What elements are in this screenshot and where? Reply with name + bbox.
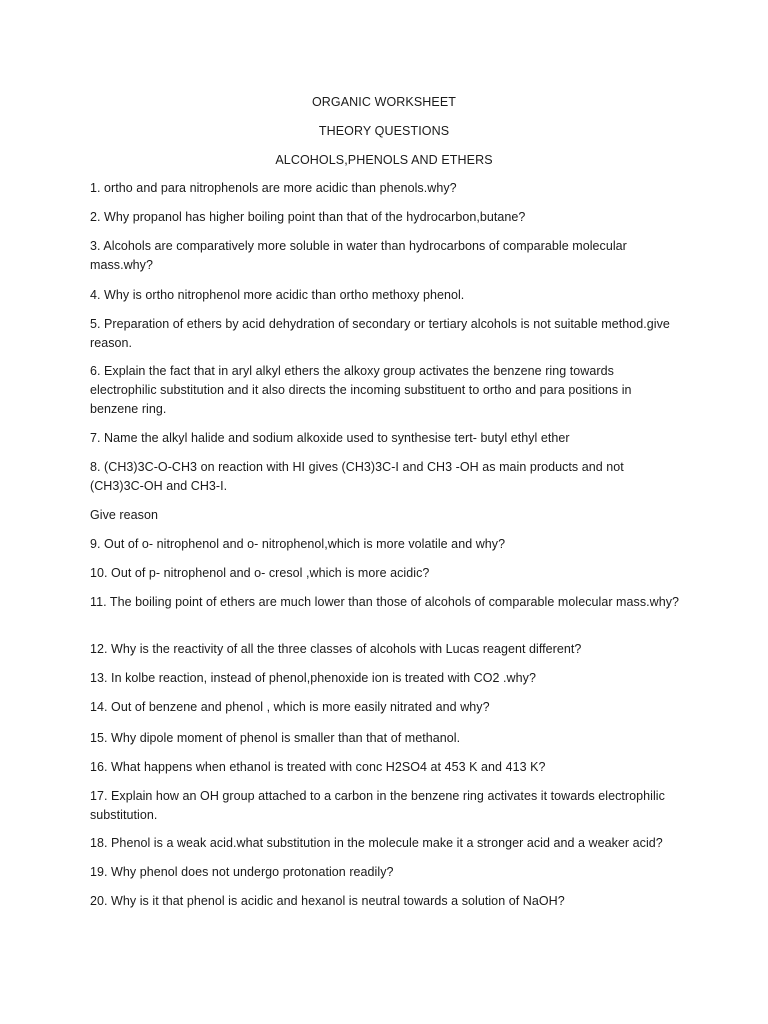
question-8: 8. (CH3)3C-O-CH3 on reaction with HI gives (CH3)3C-I and CH3 -OH as main products and not (CH3)3C-OH and CH3-I. <box>90 460 624 493</box>
question-12: 12. Why is the reactivity of all the three classes of alcohols with Lucas reagent different? <box>90 642 582 656</box>
question-19: 19. Why phenol does not undergo protonation readily? <box>90 865 394 879</box>
question-4: 4. Why is ortho nitrophenol more acidic than ortho methoxy phenol. <box>90 288 465 302</box>
worksheet-topic: ALCOHOLS,PHENOLS AND ETHERS <box>275 153 493 167</box>
question-14: 14. Out of benzene and phenol , which is more easily nitrated and why? <box>90 700 490 714</box>
question-3: 3. Alcohols are comparatively more soluble in water than hydrocarbons of comparable molecular mass.why? <box>90 239 627 272</box>
question-7: 7. Name the alkyl halide and sodium alkoxide used to synthesise tert- butyl ethyl ether <box>90 431 570 445</box>
question-9: 9. Out of o- nitrophenol and o- nitrophenol,which is more volatile and why? <box>90 537 506 551</box>
worksheet-title: ORGANIC WORKSHEET <box>311 95 457 109</box>
question-6: 6. Explain the fact that in aryl alkyl ethers the alkoxy group activates the benzene ring towards electrophilic substitution and it also directs the incoming substituent to ortho and para positions in benzene ring. <box>90 364 632 416</box>
question-8-give-reason: Give reason <box>90 508 158 522</box>
question-16: 16. What happens when ethanol is treated with conc H2SO4 at 453 K and 413 K? <box>90 760 546 774</box>
question-10: 10. Out of p- nitrophenol and o- cresol ,which is more acidic? <box>90 566 430 580</box>
question-5: 5. Preparation of ethers by acid dehydration of secondary or tertiary alcohols is not suitable method.give reason. <box>90 317 670 350</box>
question-20: 20. Why is it that phenol is acidic and hexanol is neutral towards a solution of NaOH? <box>90 894 565 908</box>
question-11: 11. The boiling point of ethers are much lower than those of alcohols of comparable molecular mass.why? <box>90 595 680 609</box>
question-18: 18. Phenol is a weak acid.what substitution in the molecule make it a stronger acid and a weaker acid? <box>90 836 663 850</box>
question-17: 17. Explain how an OH group attached to a carbon in the benzene ring activates it towards electrophilic substitution. <box>90 789 665 822</box>
worksheet-subtitle: THEORY QUESTIONS <box>318 124 450 138</box>
question-13: 13. In kolbe reaction, instead of phenol,phenoxide ion is treated with CO2 .why? <box>90 671 536 685</box>
question-2: 2. Why propanol has higher boiling point than that of the hydrocarbon,butane? <box>90 210 526 224</box>
question-1: 1. ortho and para nitrophenols are more acidic than phenols.why? <box>90 181 457 195</box>
question-15: 15. Why dipole moment of phenol is smaller than that of methanol. <box>90 731 461 745</box>
